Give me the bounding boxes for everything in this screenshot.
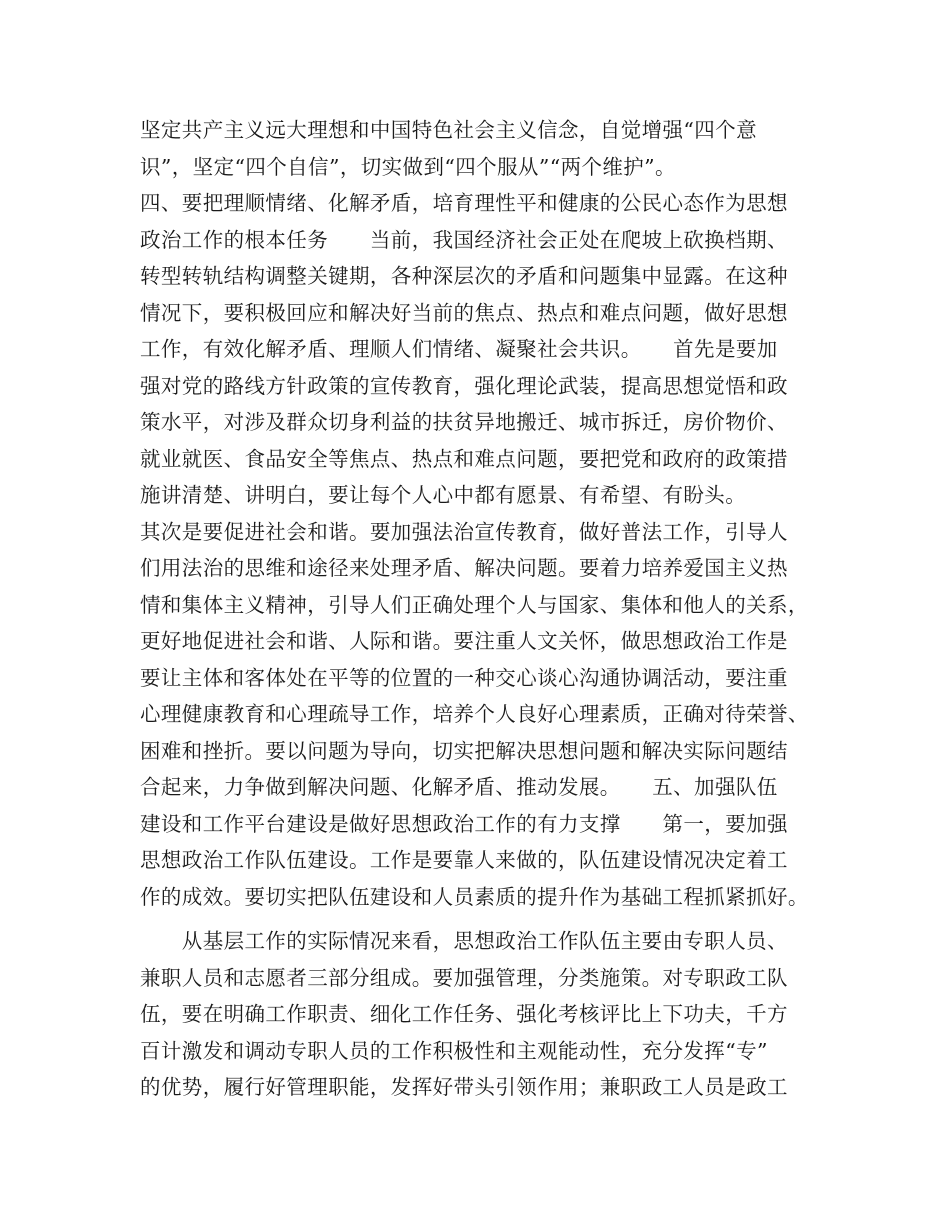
- text-line: 作的成效。要切实把队伍建设和人员素质的提升作为基础工程抓紧抓好。: [140, 884, 809, 909]
- text-line: 合起来，力争做到解决问题、化解矛盾、推动发展。 五、加强队伍: [140, 775, 778, 799]
- text-line: 政治工作的根本任务 当前，我国经济社会正处在爬坡上砍换档期、: [140, 227, 788, 252]
- text-line: 思想政治工作队伍建设。工作是要靠人来做的，队伍建设情况决定着工: [140, 848, 788, 872]
- text-line: 工作，有效化解矛盾、理顺人们情绪、凝聚社会共识。 首先是要加: [140, 337, 778, 361]
- text-line: 困难和挫折。要以问题为导向，切实把解决思想问题和解决实际问题结: [140, 738, 788, 763]
- paragraph-gap: [140, 915, 830, 923]
- text-line: 其次是要促进社会和谐。要加强法治宣传教育，做好普法工作，引导人: [140, 519, 788, 544]
- text-line: 兼职人员和志愿者三部分组成。要加强管理，分类施策。对专职政工队: [140, 965, 788, 990]
- text-line: 转型转轨结构调整关键期，各种深层次的矛盾和问题集中显露。在这种: [140, 264, 788, 288]
- text-line: 情和集体主义精神，引导人们正确处理个人与国家、集体和他人的关系，: [140, 592, 809, 617]
- text-line: 从基层工作的实际情况来看，思想政治工作队伍主要由专职人员、: [140, 929, 788, 953]
- text-line: 四、要把理顺情绪、化解矛盾，培育理性平和健康的公民心态作为思想: [140, 191, 788, 215]
- text-line: 识”，坚定“四个自信”，切实做到“四个服从”“两个维护”。: [140, 154, 676, 179]
- text-line: 建设和工作平台建设是做好思想政治工作的有力支撑 第一，要加强: [140, 811, 788, 836]
- text-line: 强对党的路线方针政策的宣传教育，强化理论武装，提高思想觉悟和政: [140, 373, 788, 398]
- text-line: 策水平，对涉及群众切身利益的扶贫异地搬迁、城市拆迁，房价物价、: [140, 410, 788, 434]
- text-line: 坚定共产主义远大理想和中国特色社会主义信念，自觉增强“四个意: [140, 118, 757, 142]
- text-line: 情况下，要积极回应和解决好当前的焦点、热点和难点问题，做好思想: [140, 300, 788, 325]
- text-line: 的优势，履行好管理职能，发挥好带头引领作用；兼职政工人员是政工: [140, 1075, 788, 1099]
- text-line: 伍，要在明确工作职责、细化工作任务、强化考核评比上下功夫，千方: [140, 1002, 788, 1026]
- document-body: [140, 112, 830, 1106]
- text-line: 施讲清楚、讲明白，要让每个人心中都有愿景、有希望、有盼头。: [140, 483, 747, 507]
- text-line: 更好地促进社会和谐、人际和谐。要注重人文关怀，做思想政治工作是: [140, 629, 788, 653]
- text-line: 们用法治的思维和途径来处理矛盾、解决问题。要着力培养爱国主义热: [140, 556, 788, 580]
- text-line: 百计激发和调动专职人员的工作积极性和主观能动性，充分发挥“专”: [140, 1038, 768, 1063]
- text-line: 要让主体和客体处在平等的位置的一种交心谈心沟通协调活动，要注重: [140, 665, 788, 690]
- text-line: 就业就医、食品安全等焦点、热点和难点问题，要把党和政府的政策措: [140, 446, 788, 471]
- text-line: 心理健康教育和心理疏导工作，培养个人良好心理素质，正确对待荣誉、: [140, 702, 809, 726]
